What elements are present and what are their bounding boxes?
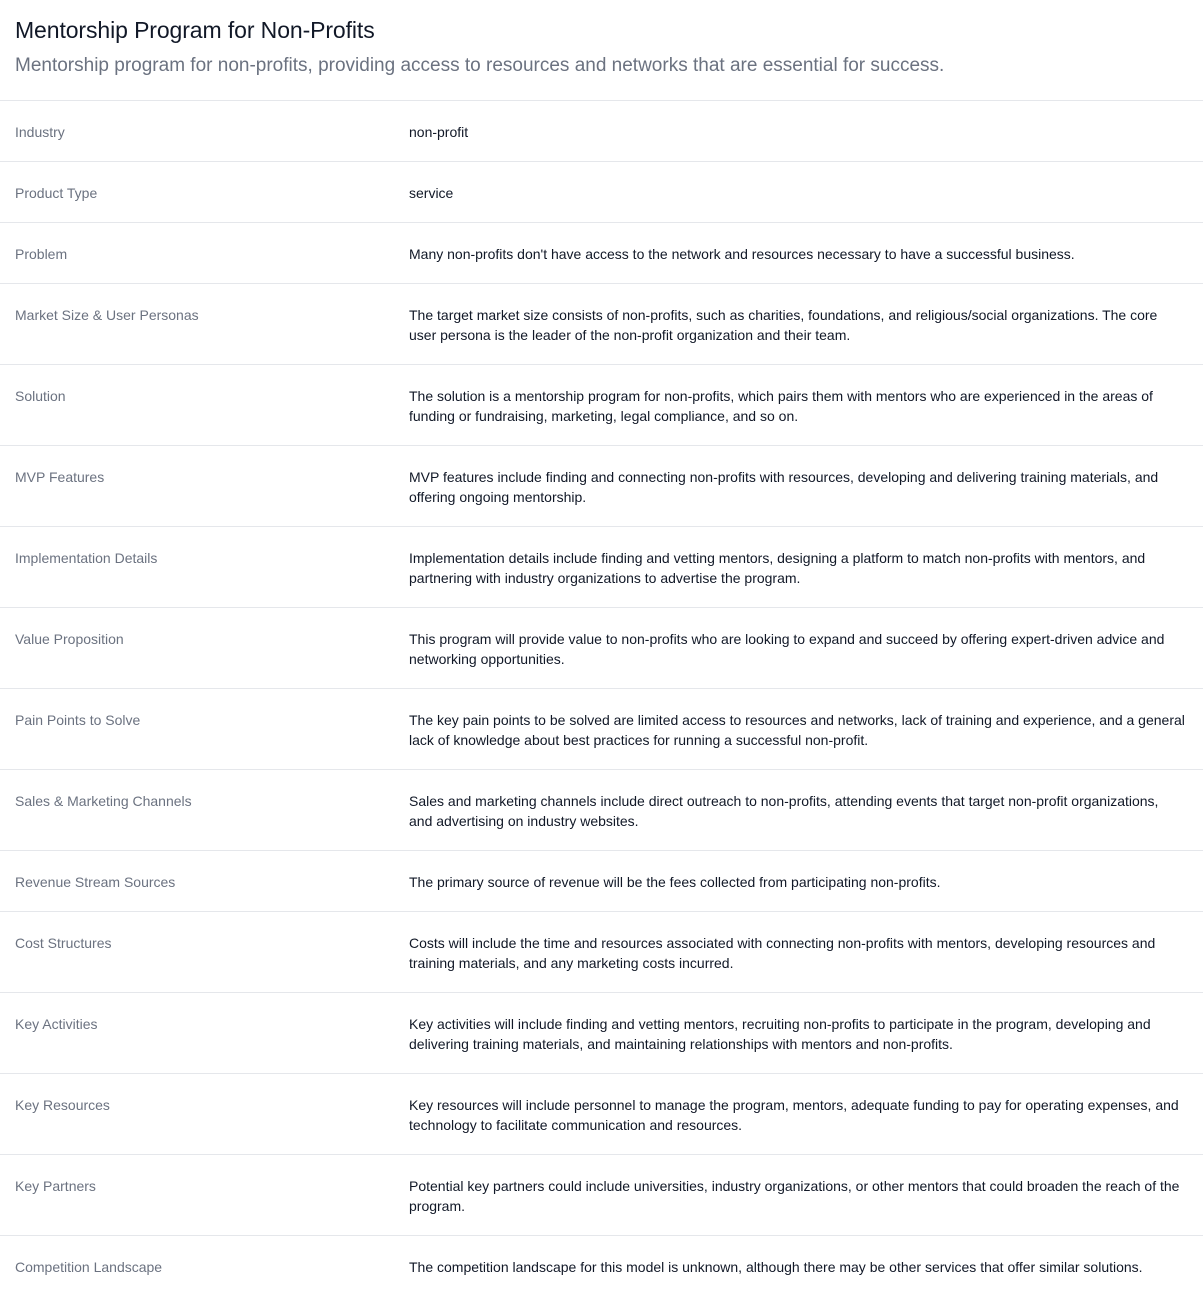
detail-value: The solution is a mentorship program for non-profits, which pairs them with mentors who are experienced in the areas of funding or fundraising, marketing, legal compliance, and so on. <box>409 388 1153 424</box>
detail-label: Problem <box>15 246 68 262</box>
detail-row-sales-marketing <box>0 770 1203 851</box>
detail-row-problem <box>0 223 1203 284</box>
detail-label: Key Resources <box>15 1097 110 1113</box>
detail-value: Many non-profits don't have access to the network and resources necessary to have a successful business. <box>409 246 1075 262</box>
page-subtitle: Mentorship program for non-profits, providing access to resources and networks that are essential for success. <box>15 55 945 76</box>
page-title: Mentorship Program for Non-Profits <box>15 17 375 43</box>
detail-row-cost-structures <box>0 912 1203 993</box>
detail-label: Sales & Marketing Channels <box>15 793 192 809</box>
detail-value: The key pain points to be solved are limited access to resources and networks, lack of training and experience, and a general lack of knowledge about best practices for running a successful non-profit. <box>409 712 1185 748</box>
detail-label: Implementation Details <box>15 550 158 566</box>
detail-value: service <box>409 185 454 201</box>
detail-label: Market Size & User Personas <box>15 307 199 323</box>
detail-label: Industry <box>15 124 65 140</box>
detail-value: non-profit <box>409 124 469 140</box>
detail-row-competition-landscape <box>0 1236 1203 1297</box>
detail-row-key-partners <box>0 1155 1203 1236</box>
detail-label: Key Partners <box>15 1178 96 1194</box>
detail-row-revenue-stream <box>0 851 1203 912</box>
detail-value: This program will provide value to non-profits who are looking to expand and succeed by offering expert-driven advice and networking opportunities. <box>409 631 1165 667</box>
detail-row-market-size <box>0 284 1203 365</box>
detail-row-pain-points <box>0 689 1203 770</box>
detail-row-value-proposition <box>0 608 1203 689</box>
detail-label: Solution <box>15 388 66 404</box>
detail-label: MVP Features <box>15 469 105 485</box>
detail-row-solution <box>0 365 1203 446</box>
page-header <box>0 0 1203 101</box>
detail-value: Costs will include the time and resources associated with connecting non-profits with mentors, developing resources and training materials, and any marketing costs incurred. <box>409 935 1156 971</box>
detail-label: Revenue Stream Sources <box>15 874 176 890</box>
detail-value: The target market size consists of non-profits, such as charities, foundations, and religious/social organizations. The core user persona is the leader of the non-profit organization and their team. <box>409 307 1158 343</box>
detail-label: Key Activities <box>15 1016 98 1032</box>
detail-row-product-type <box>0 162 1203 223</box>
detail-row-key-resources <box>0 1074 1203 1155</box>
detail-row-mvp-features <box>0 446 1203 527</box>
detail-value: MVP features include finding and connecting non-profits with resources, developing and delivering training materials, and offering ongoing mentorship. <box>409 469 1159 505</box>
detail-value: Key activities will include finding and vetting mentors, recruiting non-profits to participate in the program, developing and delivering training materials, and maintaining relationships with mentors and non-profits. <box>409 1016 1151 1052</box>
detail-row-implementation-details <box>0 527 1203 608</box>
detail-label: Value Proposition <box>15 631 124 647</box>
detail-value: The competition landscape for this model is unknown, although there may be other services that offer similar solutions. <box>409 1259 1143 1275</box>
detail-label: Pain Points to Solve <box>15 712 141 728</box>
detail-value: Potential key partners could include universities, industry organizations, or other mentors that could broaden the reach of the program. <box>409 1178 1180 1214</box>
detail-value: Key resources will include personnel to manage the program, mentors, adequate funding to pay for operating expenses, and technology to facilitate communication and resources. <box>409 1097 1179 1133</box>
details-list <box>0 101 1203 1297</box>
detail-value: The primary source of revenue will be the fees collected from participating non-profits. <box>409 874 941 890</box>
detail-value: Sales and marketing channels include direct outreach to non-profits, attending events that target non-profit organizations, and advertising on industry websites. <box>409 793 1159 829</box>
detail-row-key-activities <box>0 993 1203 1074</box>
detail-value: Implementation details include finding and vetting mentors, designing a platform to match non-profits with mentors, and partnering with industry organizations to advertise the program. <box>409 550 1146 586</box>
detail-row-industry <box>0 101 1203 162</box>
detail-label: Competition Landscape <box>15 1259 163 1275</box>
detail-label: Product Type <box>15 185 98 201</box>
detail-label: Cost Structures <box>15 935 112 951</box>
